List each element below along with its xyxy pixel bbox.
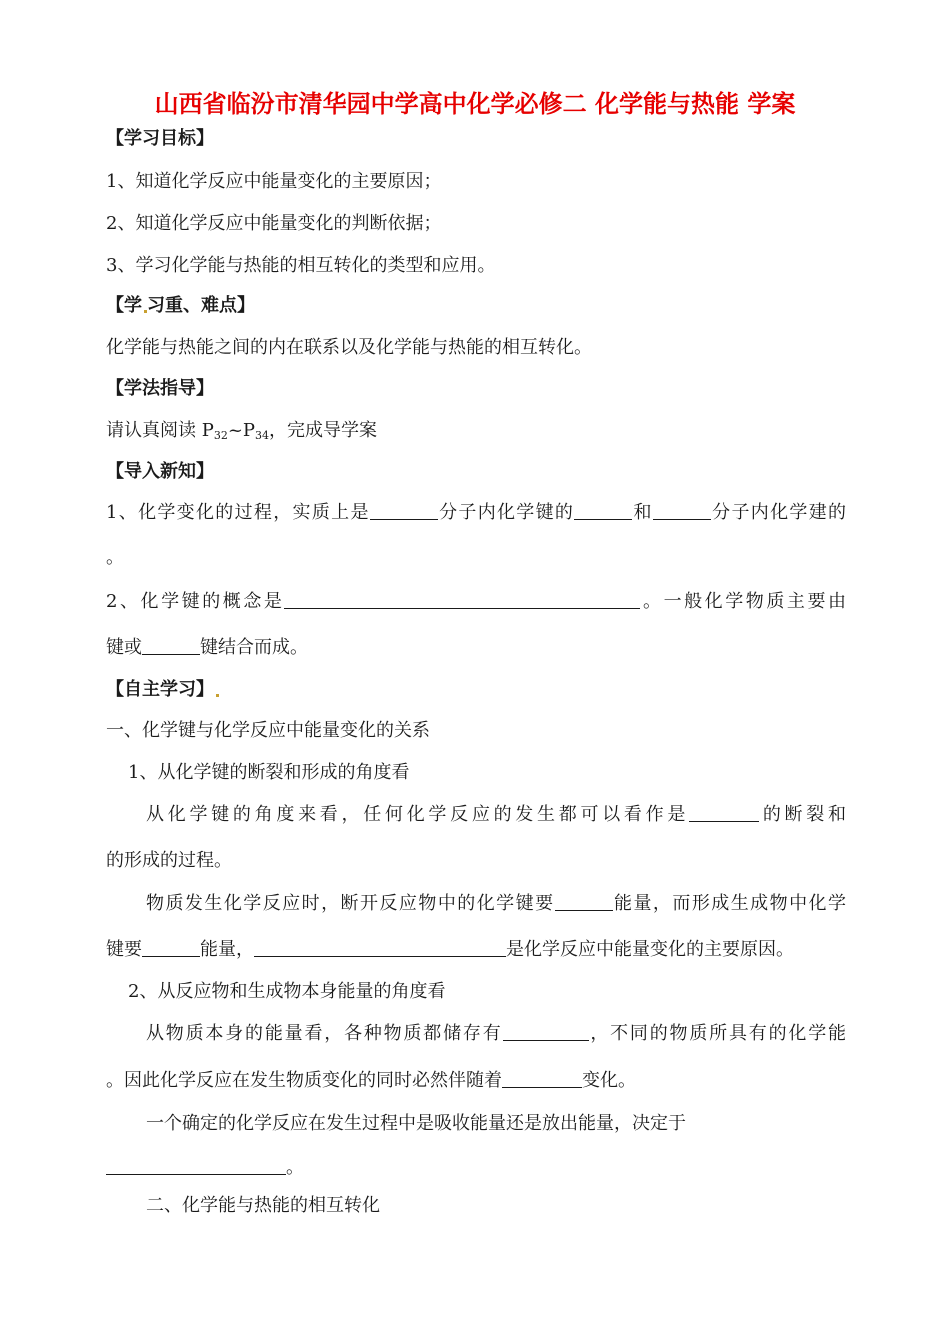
blank-field[interactable] [370, 501, 438, 520]
objective-item-2: 2、知道化学反应中能量变化的判断依据； [106, 213, 442, 234]
blank-field[interactable] [689, 803, 759, 822]
document-title: 山西省临汾市清华园中学高中化学必修二 化学能与热能 学案 [154, 90, 796, 118]
section-2-heading: 二、化学能与热能的相互转化 [146, 1195, 380, 1216]
paragraph-3: 从物质本身的能量看，各种物质都储存有 ，不同的物质所具有的化学能 [146, 1023, 846, 1044]
paragraph-3-cont: 。因此化学反应在发生物质变化的同时必然伴随着 变化。 [106, 1070, 636, 1091]
blank-field[interactable] [653, 501, 711, 520]
subsection-1-heading: 1、从化学键的断裂和形成的角度看 [128, 762, 410, 783]
intro-question-1-end: 。 [106, 547, 124, 568]
paragraph-2-cont: 键要 能量， 是化学反应中能量变化的主要原因。 [106, 939, 794, 960]
stray-dot [216, 694, 219, 697]
paragraph-2: 物质发生化学反应时，断开反应物中的化学键要 能量，而形成生成物中化学 [146, 893, 847, 914]
objective-item-1: 1、知道化学反应中能量变化的主要原因； [106, 171, 442, 192]
blank-field[interactable] [254, 938, 506, 957]
key-points-heading: 【学 习重、难点】 [106, 295, 255, 316]
intro-question-2-cont: 键或 键结合而成。 [106, 637, 308, 658]
method-text: 请认真阅读 $P_{32}\sim P_{34}$，完成导学案 [106, 420, 378, 442]
objectives-heading: 【学习目标】 [106, 128, 214, 149]
method-heading: 【学法指导】 [106, 378, 214, 399]
intro-question-1: 1、化学变化的过程，实质上是 分子内化学键的 和 分子内化学建的 [106, 502, 847, 523]
blank-field[interactable] [284, 590, 640, 609]
intro-question-2: 2、化学键的概念是 。一般化学物质主要由 [106, 591, 847, 612]
key-points-text: 化学能与热能之间的内在联系以及化学能与热能的相互转化。 [106, 337, 592, 358]
blank-field[interactable] [142, 636, 200, 655]
intro-heading: 【导入新知】 [106, 461, 214, 482]
blank-field[interactable] [142, 938, 200, 957]
paragraph-4: 一个确定的化学反应在发生过程中是吸收能量还是放出能量，决定于 [146, 1113, 686, 1134]
objective-item-3: 3、学习化学能与热能的相互转化的类型和应用。 [106, 255, 496, 276]
blank-field[interactable] [503, 1022, 589, 1041]
paragraph-1-cont: 的形成的过程。 [106, 850, 232, 871]
paragraph-4-cont: 。 [106, 1156, 846, 1180]
section-1-heading: 一、化学键与化学反应中能量变化的关系 [106, 720, 430, 741]
paragraph-1: 从化学键的角度来看，任何化学反应的发生都可以看作是 的断裂和 [146, 804, 847, 825]
blank-field[interactable] [106, 1156, 286, 1175]
subsection-2-heading: 2、从反应物和生成物本身能量的角度看 [128, 981, 446, 1002]
blank-field[interactable] [574, 501, 632, 520]
blank-field[interactable] [555, 892, 613, 911]
self-study-heading: 【自主学习】 [106, 678, 846, 702]
blank-field[interactable] [502, 1069, 582, 1088]
